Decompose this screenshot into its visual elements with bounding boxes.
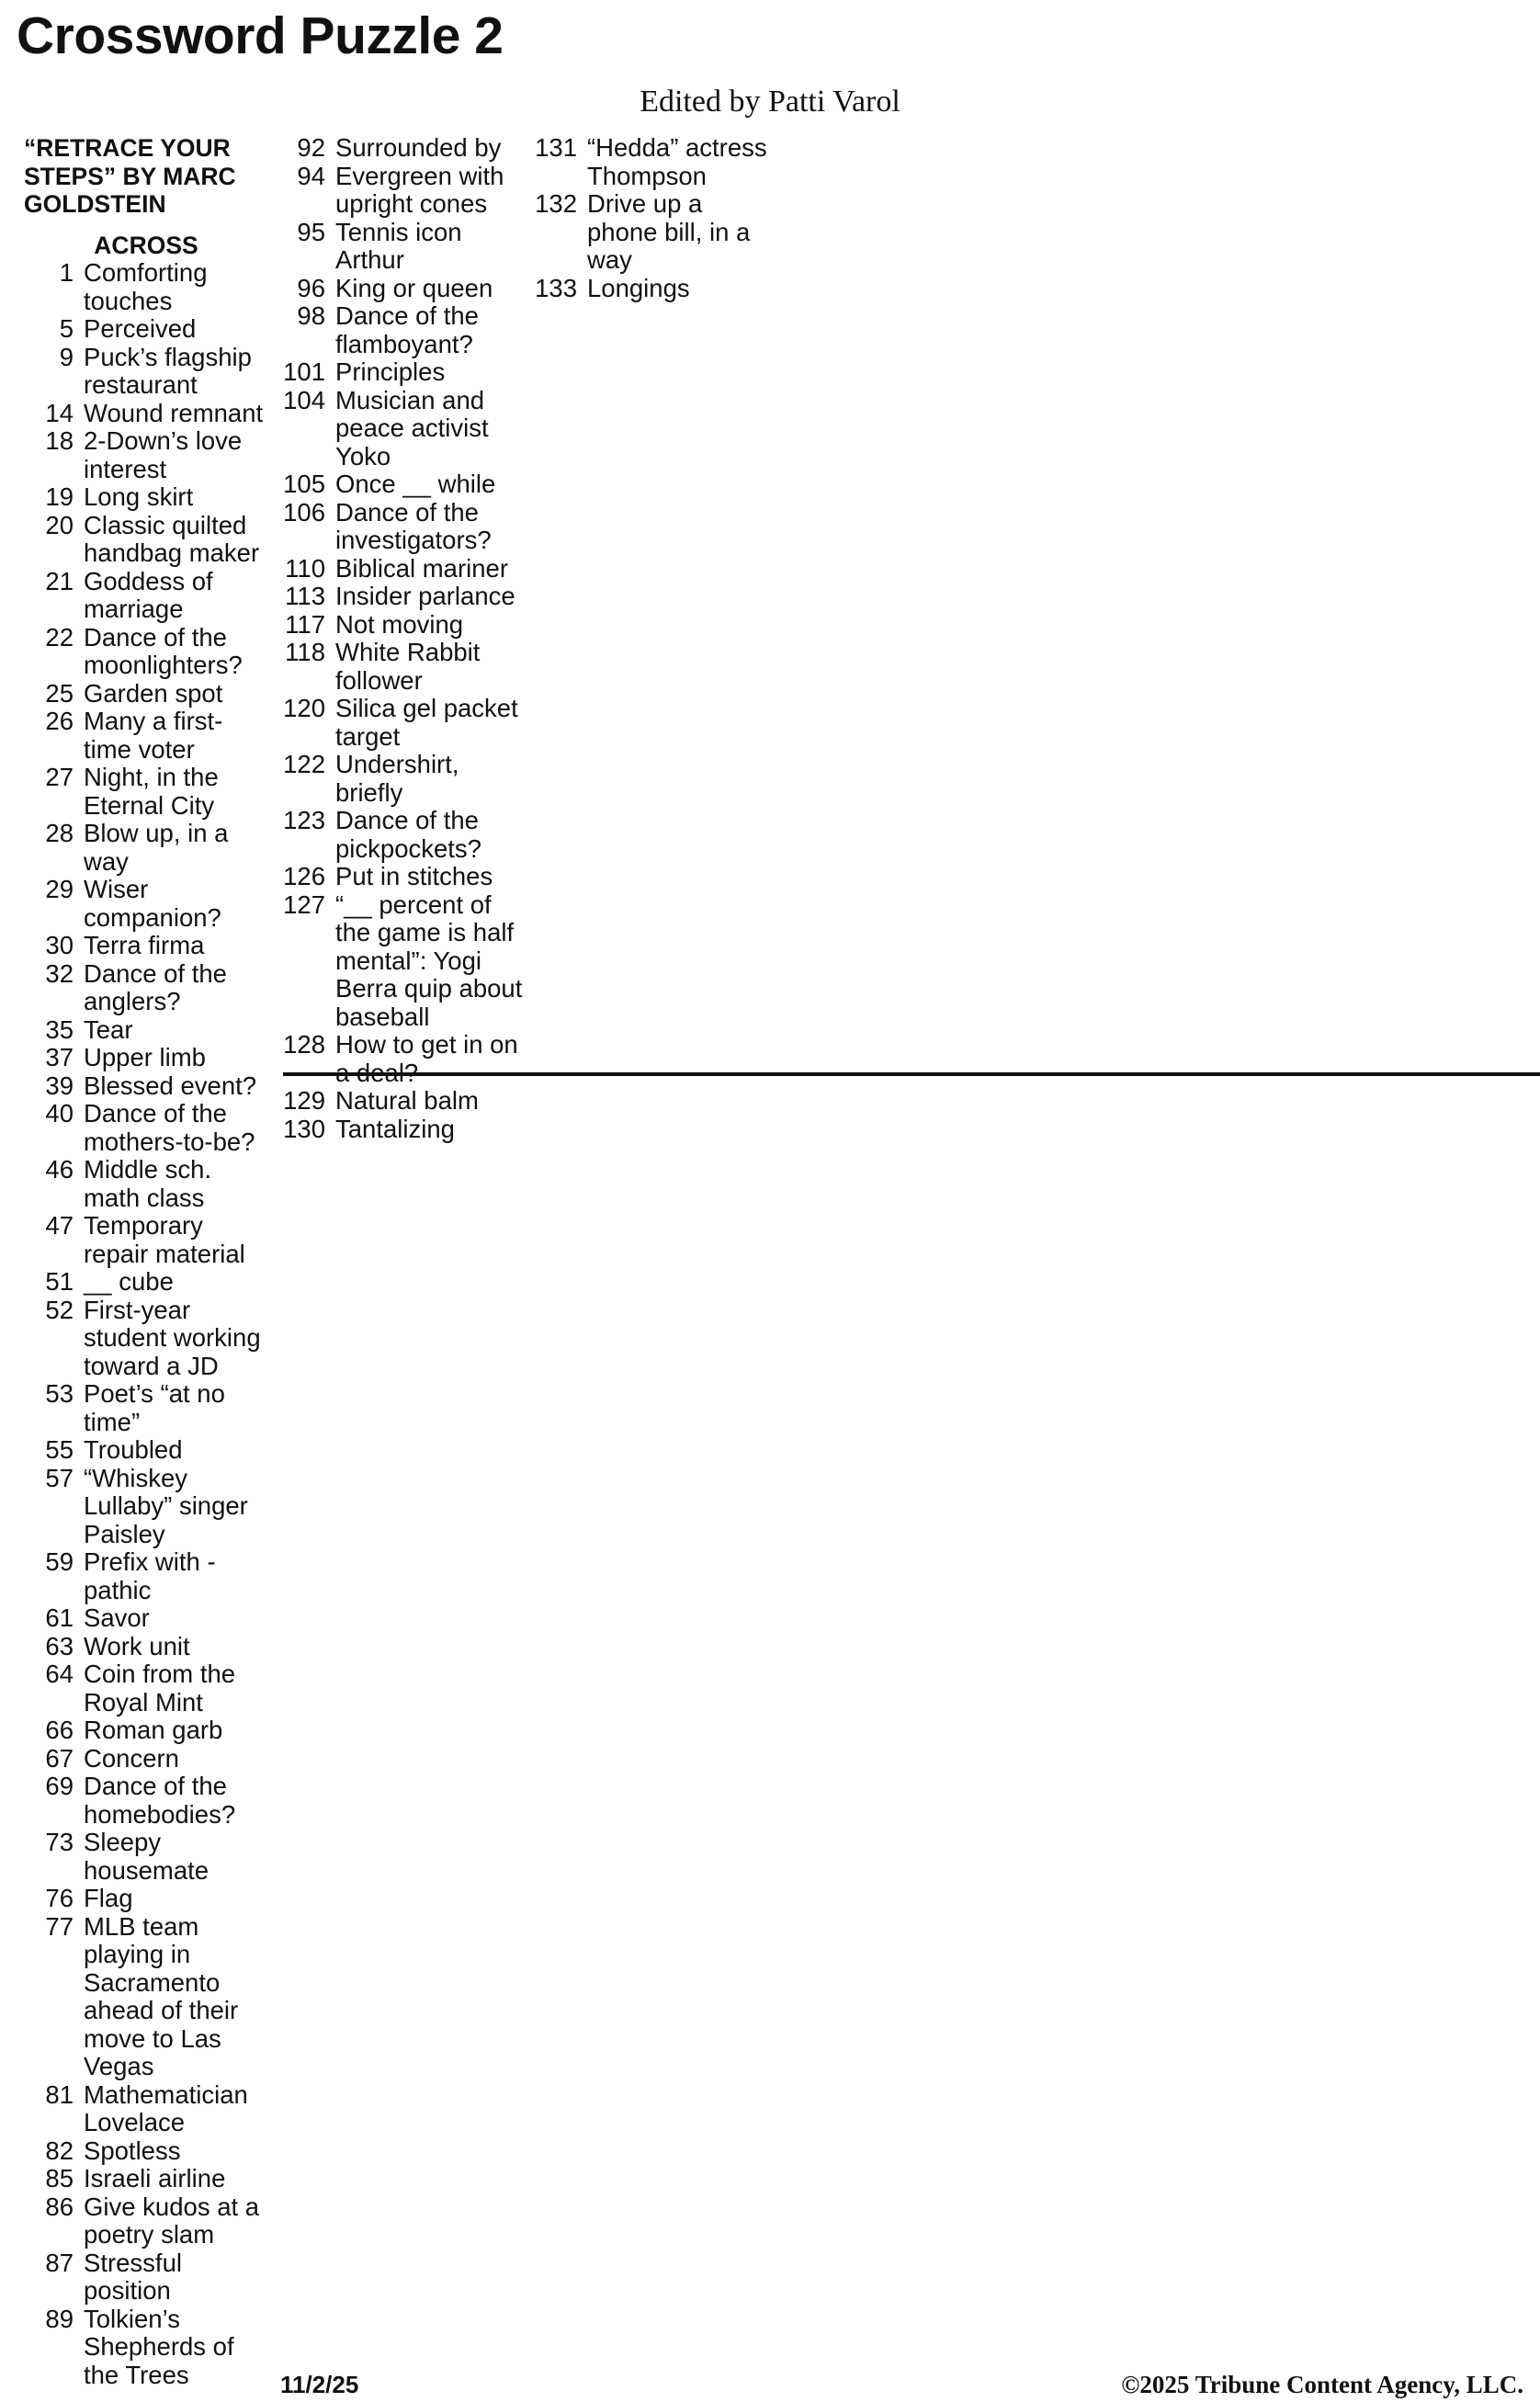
clue-number: 92 bbox=[297, 133, 325, 162]
across-clue bbox=[276, 583, 524, 611]
clue-text: Blow up, in a way bbox=[84, 819, 229, 876]
across-clue bbox=[24, 2081, 268, 2137]
clue-number: 87 bbox=[45, 2248, 74, 2277]
across-clue bbox=[24, 1660, 268, 1717]
across-clue bbox=[24, 960, 268, 1016]
across-clue bbox=[24, 1829, 268, 1885]
clue-text: Perceived bbox=[84, 314, 197, 343]
clue-text: __ cube bbox=[84, 1267, 174, 1296]
page-title: Crossword Puzzle 2 bbox=[17, 6, 504, 65]
clue-text: Roman garb bbox=[84, 1716, 223, 1744]
clue-text: Principles bbox=[335, 357, 446, 386]
clue-text: King or queen bbox=[335, 273, 493, 302]
across-clue bbox=[276, 387, 524, 471]
clue-number: 122 bbox=[283, 750, 325, 778]
across-clue bbox=[276, 163, 524, 219]
clue-number: 59 bbox=[45, 1547, 74, 1576]
across-clue bbox=[276, 807, 524, 863]
clue-number: 98 bbox=[297, 301, 325, 330]
editor-credit: Edited by Patti Varol bbox=[640, 85, 900, 119]
clue-text: Middle sch. math class bbox=[84, 1155, 212, 1212]
clue-text: Musician and peace activist Yoko bbox=[335, 385, 489, 470]
clue-text: Upper limb bbox=[84, 1043, 206, 1071]
clue-column-2 bbox=[276, 134, 524, 1143]
clue-text: Poet’s “at no time” bbox=[84, 1379, 225, 1436]
clue-number: 40 bbox=[45, 1099, 74, 1127]
clue-number: 64 bbox=[45, 1660, 74, 1688]
across-clue bbox=[24, 1745, 268, 1773]
clue-number: 1 bbox=[59, 258, 74, 287]
across-clue bbox=[24, 1380, 268, 1436]
clue-number: 110 bbox=[285, 553, 325, 583]
clue-number: 28 bbox=[45, 819, 74, 847]
clue-text: Silica gel packet target bbox=[335, 694, 518, 751]
clue-number: 26 bbox=[45, 707, 74, 735]
clue-number: 81 bbox=[45, 2079, 74, 2109]
across-heading: ACROSS bbox=[94, 231, 198, 259]
clue-text: Dance of the pickpockets? bbox=[335, 806, 481, 863]
across-clue bbox=[24, 1100, 268, 1156]
across-clue bbox=[276, 611, 524, 640]
clue-number: 133 bbox=[535, 273, 577, 302]
across-clue bbox=[276, 499, 524, 555]
clue-number: 82 bbox=[45, 2136, 74, 2165]
across-clue bbox=[24, 680, 268, 708]
clue-number: 32 bbox=[45, 958, 74, 988]
clue-number: 127 bbox=[283, 889, 325, 919]
across-clue bbox=[24, 568, 268, 624]
clue-column-3 bbox=[527, 134, 776, 302]
across-clue bbox=[24, 876, 268, 932]
across-clue bbox=[276, 639, 524, 695]
across-clue bbox=[24, 932, 268, 960]
clue-text: Puck’s flagship restaurant bbox=[84, 342, 252, 399]
clue-text: Coin from the Royal Mint bbox=[84, 1660, 236, 1717]
across-clue bbox=[276, 863, 524, 891]
across-clue bbox=[276, 275, 524, 303]
clue-text: Sleepy housemate bbox=[84, 1828, 209, 1885]
clue-text: Flag bbox=[84, 1884, 133, 1912]
clue-text: Dance of the flamboyant? bbox=[335, 301, 479, 358]
clue-number: 89 bbox=[45, 2304, 74, 2333]
across-clue bbox=[276, 358, 524, 387]
clue-text: Work unit bbox=[84, 1631, 190, 1660]
clue-text: Comforting touches bbox=[84, 258, 208, 315]
clue-text: Drive up a phone bill, in a way bbox=[587, 189, 751, 274]
clue-text: “Hedda” actress Thompson bbox=[587, 133, 767, 190]
clue-text: “Whiskey Lullaby” singer Paisley bbox=[84, 1463, 248, 1548]
clue-number: 117 bbox=[285, 609, 325, 639]
clue-text: Give kudos at a poetry slam bbox=[84, 2192, 260, 2249]
copyright: ©2025 Tribune Content Agency, LLC. bbox=[1121, 2371, 1523, 2398]
across-clue bbox=[24, 1156, 268, 1212]
clue-text: First-year student working toward a JD bbox=[84, 1295, 261, 1380]
clue-number: 19 bbox=[45, 482, 74, 511]
clue-number: 30 bbox=[45, 931, 74, 959]
across-clue bbox=[24, 1548, 268, 1604]
across-clue bbox=[24, 259, 268, 315]
across-clue bbox=[24, 1436, 268, 1465]
across-clue bbox=[276, 1116, 524, 1144]
clue-number: 69 bbox=[45, 1772, 74, 1800]
clue-number: 66 bbox=[45, 1716, 74, 1744]
clue-number: 129 bbox=[283, 1086, 325, 1115]
across-clue bbox=[24, 2193, 268, 2249]
across-clue bbox=[276, 302, 524, 358]
clue-text: White Rabbit follower bbox=[335, 638, 481, 695]
clue-number: 101 bbox=[283, 357, 325, 386]
clue-number: 85 bbox=[45, 2164, 74, 2192]
clue-text: Goddess of marriage bbox=[84, 566, 213, 623]
crossword-grid bbox=[283, 1072, 1540, 1076]
clue-number: 131 bbox=[535, 133, 577, 162]
publish-date: 11/2/25 bbox=[280, 2371, 359, 2398]
across-clue bbox=[24, 764, 268, 820]
clue-number: 86 bbox=[45, 2192, 74, 2221]
clue-text: Longings bbox=[587, 273, 690, 302]
clue-number: 132 bbox=[535, 189, 577, 218]
clue-text: Evergreen with upright cones bbox=[335, 161, 504, 218]
clue-number: 113 bbox=[285, 582, 325, 610]
clue-number: 123 bbox=[283, 806, 325, 834]
clue-text: Put in stitches bbox=[335, 862, 493, 890]
clue-text: Undershirt, briefly bbox=[335, 750, 459, 807]
clue-text: Stressful position bbox=[84, 2248, 182, 2305]
clue-number: 46 bbox=[45, 1155, 74, 1184]
clue-text: Surrounded by bbox=[335, 133, 502, 162]
across-clue bbox=[24, 1268, 268, 1297]
across-clue bbox=[276, 134, 524, 163]
clue-text: Many a first-time voter bbox=[84, 707, 223, 764]
across-clue bbox=[24, 1717, 268, 1745]
clue-text: Tennis icon Arthur bbox=[335, 217, 462, 274]
across-clue bbox=[24, 1016, 268, 1045]
across-clue bbox=[276, 891, 524, 1032]
clue-number: 76 bbox=[45, 1884, 74, 1912]
across-clue bbox=[24, 1072, 268, 1101]
across-clue bbox=[24, 1044, 268, 1072]
clue-number: 9 bbox=[59, 342, 74, 371]
clue-number: 104 bbox=[283, 385, 325, 414]
clue-text: Tantalizing bbox=[335, 1114, 455, 1143]
clue-text: Prefix with -pathic bbox=[84, 1547, 216, 1604]
across-clue bbox=[24, 2165, 268, 2193]
across-clue bbox=[276, 219, 524, 275]
clue-number: 39 bbox=[45, 1071, 74, 1100]
clue-number: 22 bbox=[45, 622, 74, 651]
clue-number: 27 bbox=[45, 763, 74, 791]
clue-number: 52 bbox=[45, 1295, 74, 1324]
clue-text: Wiser companion? bbox=[84, 875, 221, 932]
clue-number: 126 bbox=[283, 862, 325, 890]
clue-text: Dance of the mothers-to-be? bbox=[84, 1099, 255, 1156]
across-clue bbox=[24, 1633, 268, 1661]
across-clue bbox=[276, 751, 524, 807]
clue-text: Long skirt bbox=[84, 482, 194, 511]
clue-text: Dance of the homebodies? bbox=[84, 1772, 236, 1829]
clue-number: 53 bbox=[45, 1379, 74, 1408]
clue-number: 96 bbox=[297, 273, 325, 302]
clue-number: 63 bbox=[45, 1631, 74, 1660]
across-clue bbox=[24, 2249, 268, 2306]
clue-text: Tolkien’s Shepherds of the Trees bbox=[84, 2304, 234, 2389]
clue-text: Dance of the anglers? bbox=[84, 958, 227, 1015]
clue-text: MLB team playing in Sacramento ahead of their move to Las Vegas bbox=[84, 1911, 239, 2080]
across-clue bbox=[24, 512, 268, 568]
clue-number: 47 bbox=[45, 1211, 74, 1240]
across-clue bbox=[24, 2137, 268, 2166]
across-clue bbox=[24, 400, 268, 428]
clue-text: Not moving bbox=[335, 609, 464, 639]
across-clue bbox=[527, 134, 776, 190]
clue-number: 95 bbox=[297, 217, 325, 246]
clue-number: 25 bbox=[45, 678, 74, 708]
clue-text: Tear bbox=[84, 1014, 133, 1044]
clue-text: Dance of the moonlighters? bbox=[84, 622, 243, 679]
clue-number: 29 bbox=[45, 875, 74, 903]
clue-number: 105 bbox=[283, 470, 325, 498]
clue-number: 57 bbox=[45, 1463, 74, 1492]
clue-text: “__ percent of the game is half mental”: Yogi Berra quip about baseball bbox=[335, 889, 523, 1031]
clue-number: 77 bbox=[45, 1911, 74, 1941]
clue-text: Terra firma bbox=[84, 931, 205, 959]
puzzle-heading: “RETRACE YOUR STEPS” BY MARC GOLDSTEIN bbox=[24, 134, 236, 218]
clue-text: Savor bbox=[84, 1603, 150, 1632]
clue-text: 2-Down’s love interest bbox=[84, 426, 243, 483]
across-clue bbox=[24, 344, 268, 400]
across-clue bbox=[24, 624, 268, 680]
clue-number: 67 bbox=[45, 1743, 74, 1773]
across-clue bbox=[24, 315, 268, 344]
across-clue bbox=[24, 483, 268, 512]
clue-text: Blessed event? bbox=[84, 1071, 257, 1100]
across-clue bbox=[24, 708, 268, 764]
clue-text: Garden spot bbox=[84, 678, 223, 708]
clue-text: Natural balm bbox=[335, 1086, 479, 1115]
clue-number: 55 bbox=[45, 1435, 74, 1464]
clue-text: Dance of the investigators? bbox=[335, 497, 492, 554]
clue-text: Israeli airline bbox=[84, 2164, 226, 2192]
across-clue bbox=[276, 470, 524, 499]
clue-text: Night, in the Eternal City bbox=[84, 763, 219, 820]
across-clue bbox=[527, 190, 776, 275]
across-clue bbox=[24, 1465, 268, 1549]
clue-number: 51 bbox=[45, 1267, 74, 1296]
clue-number: 73 bbox=[45, 1828, 74, 1856]
clue-number: 35 bbox=[45, 1014, 74, 1044]
clue-number: 128 bbox=[283, 1030, 325, 1059]
clue-text: Troubled bbox=[84, 1435, 183, 1464]
clue-text: Wound remnant bbox=[84, 398, 264, 427]
across-clue bbox=[276, 555, 524, 584]
across-clue bbox=[24, 1885, 268, 1913]
across-clue bbox=[276, 695, 524, 751]
across-clue bbox=[24, 1913, 268, 2081]
clue-text: Temporary repair material bbox=[84, 1211, 245, 1268]
clue-text: Concern bbox=[84, 1743, 179, 1773]
clue-text: Mathematician Lovelace bbox=[84, 2079, 248, 2136]
clue-text: Insider parlance bbox=[335, 582, 515, 610]
clue-number: 18 bbox=[45, 426, 74, 455]
clue-number: 106 bbox=[283, 497, 325, 527]
clue-number: 118 bbox=[285, 638, 325, 666]
across-clue bbox=[276, 1087, 524, 1116]
clue-number: 120 bbox=[283, 694, 325, 722]
clue-text: How to get in on a deal? bbox=[335, 1030, 518, 1087]
clue-text: Biblical mariner bbox=[335, 553, 508, 583]
across-clue bbox=[24, 2306, 268, 2390]
clue-number: 14 bbox=[45, 398, 74, 427]
clue-text: Classic quilted handbag maker bbox=[84, 510, 260, 567]
clue-column-1 bbox=[24, 134, 268, 2389]
across-clue bbox=[24, 1212, 268, 1268]
clue-number: 61 bbox=[45, 1603, 74, 1632]
across-clue bbox=[24, 427, 268, 483]
across-clue bbox=[276, 1031, 524, 1087]
clue-number: 130 bbox=[283, 1114, 325, 1143]
clue-number: 5 bbox=[59, 314, 74, 343]
clue-number: 94 bbox=[297, 161, 325, 190]
clue-number: 21 bbox=[45, 566, 74, 595]
clue-number: 20 bbox=[45, 510, 74, 539]
clue-number: 37 bbox=[45, 1043, 74, 1071]
across-clue bbox=[24, 820, 268, 876]
clue-text: Spotless bbox=[84, 2136, 181, 2165]
across-clue bbox=[24, 1604, 268, 1633]
clue-text: Once __ while bbox=[335, 470, 496, 498]
across-clue bbox=[24, 1773, 268, 1829]
across-clue bbox=[24, 1297, 268, 1381]
across-clue bbox=[527, 275, 776, 303]
